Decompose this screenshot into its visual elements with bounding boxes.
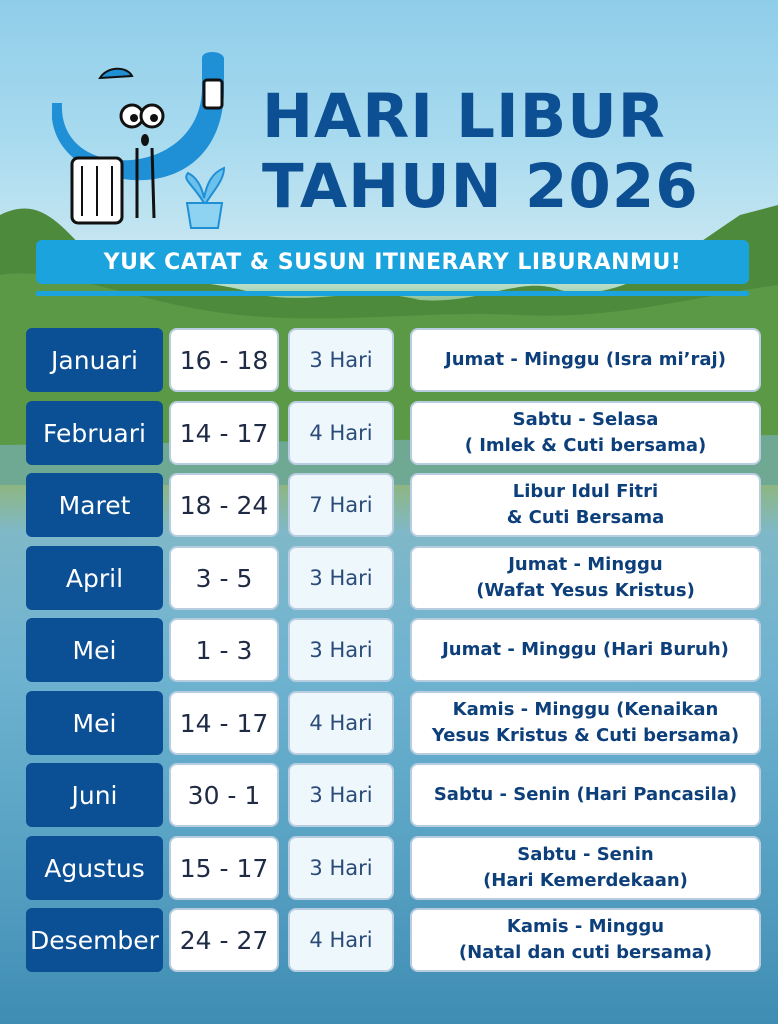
holiday-dates: 1 - 3 — [169, 618, 279, 682]
holiday-month: April — [26, 546, 163, 610]
holiday-description — [410, 473, 761, 537]
plant-icon — [187, 203, 222, 228]
holiday-description-line: Kamis - Minggu — [506, 916, 665, 937]
holiday-month: Agustus — [26, 836, 163, 900]
holiday-month: Mei — [26, 618, 163, 682]
holiday-row — [0, 401, 778, 465]
holiday-description-line: Sabtu - Selasa — [512, 409, 659, 430]
holiday-description-line: (Natal dan cuti bersama) — [458, 942, 713, 963]
holiday-description-line: Sabtu - Senin — [517, 844, 654, 865]
cap-icon — [100, 69, 132, 78]
holiday-row — [0, 836, 778, 900]
holiday-description-line: Jumat - Minggu (Isra mi’raj) — [445, 349, 726, 370]
page-title — [262, 82, 762, 222]
holiday-description-line: ( Imlek & Cuti bersama) — [464, 435, 707, 456]
holiday-duration: 7 Hari — [288, 473, 394, 537]
title-line-2: TAHUN 2026 — [262, 151, 699, 222]
holiday-description-line: Jumat - Minggu (Hari Buruh) — [442, 639, 729, 660]
holiday-month: Maret — [26, 473, 163, 537]
holiday-month: Januari — [26, 328, 163, 392]
holiday-description — [410, 618, 761, 682]
holiday-row — [0, 908, 778, 972]
holiday-description-line: Jumat - Minggu — [508, 554, 663, 575]
holiday-dates: 18 - 24 — [169, 473, 279, 537]
holiday-description-line: (Hari Kemerdekaan) — [483, 870, 688, 891]
holiday-duration: 3 Hari — [288, 836, 394, 900]
j-mascot-icon — [52, 48, 252, 233]
holiday-description-line: (Wafat Yesus Kristus) — [476, 580, 695, 601]
holiday-dates: 15 - 17 — [169, 836, 279, 900]
holiday-description — [410, 328, 761, 392]
holiday-description — [410, 763, 761, 827]
title-line-1: HARI LIBUR — [262, 81, 666, 152]
holiday-row — [0, 473, 778, 537]
holiday-duration: 3 Hari — [288, 618, 394, 682]
holiday-description-line: Libur Idul Fitri — [512, 481, 659, 502]
holiday-description — [410, 908, 761, 972]
holiday-description-line: Yesus Kristus & Cuti bersama) — [431, 725, 740, 746]
holiday-row — [0, 328, 778, 392]
banner-divider — [36, 291, 749, 296]
holiday-description — [410, 836, 761, 900]
holiday-dates: 30 - 1 — [169, 763, 279, 827]
holiday-description — [410, 546, 761, 610]
holiday-row — [0, 691, 778, 755]
holiday-dates: 14 - 17 — [169, 691, 279, 755]
holiday-description — [410, 691, 761, 755]
holiday-dates: 14 - 17 — [169, 401, 279, 465]
holiday-duration: 4 Hari — [288, 691, 394, 755]
holiday-dates: 16 - 18 — [169, 328, 279, 392]
holiday-row — [0, 618, 778, 682]
holiday-row — [0, 763, 778, 827]
holiday-month: Mei — [26, 691, 163, 755]
holiday-month: Desember — [26, 908, 163, 972]
holiday-duration: 4 Hari — [288, 401, 394, 465]
holiday-month: Februari — [26, 401, 163, 465]
holiday-duration: 3 Hari — [288, 546, 394, 610]
phone-icon — [204, 80, 222, 108]
holiday-row — [0, 546, 778, 610]
header — [0, 0, 778, 240]
subtitle-banner: YUK CATAT & SUSUN ITINERARY LIBURANMU! — [36, 240, 749, 284]
holiday-dates: 3 - 5 — [169, 546, 279, 610]
holiday-month: Juni — [26, 763, 163, 827]
holiday-duration: 3 Hari — [288, 328, 394, 392]
holiday-description-line: & Cuti Bersama — [506, 507, 665, 528]
holiday-dates: 24 - 27 — [169, 908, 279, 972]
holiday-description-line: Sabtu - Senin (Hari Pancasila) — [433, 784, 738, 805]
holiday-description-line: Kamis - Minggu (Kenaikan — [452, 699, 719, 720]
holiday-duration: 3 Hari — [288, 763, 394, 827]
holiday-description — [410, 401, 761, 465]
holiday-duration: 4 Hari — [288, 908, 394, 972]
